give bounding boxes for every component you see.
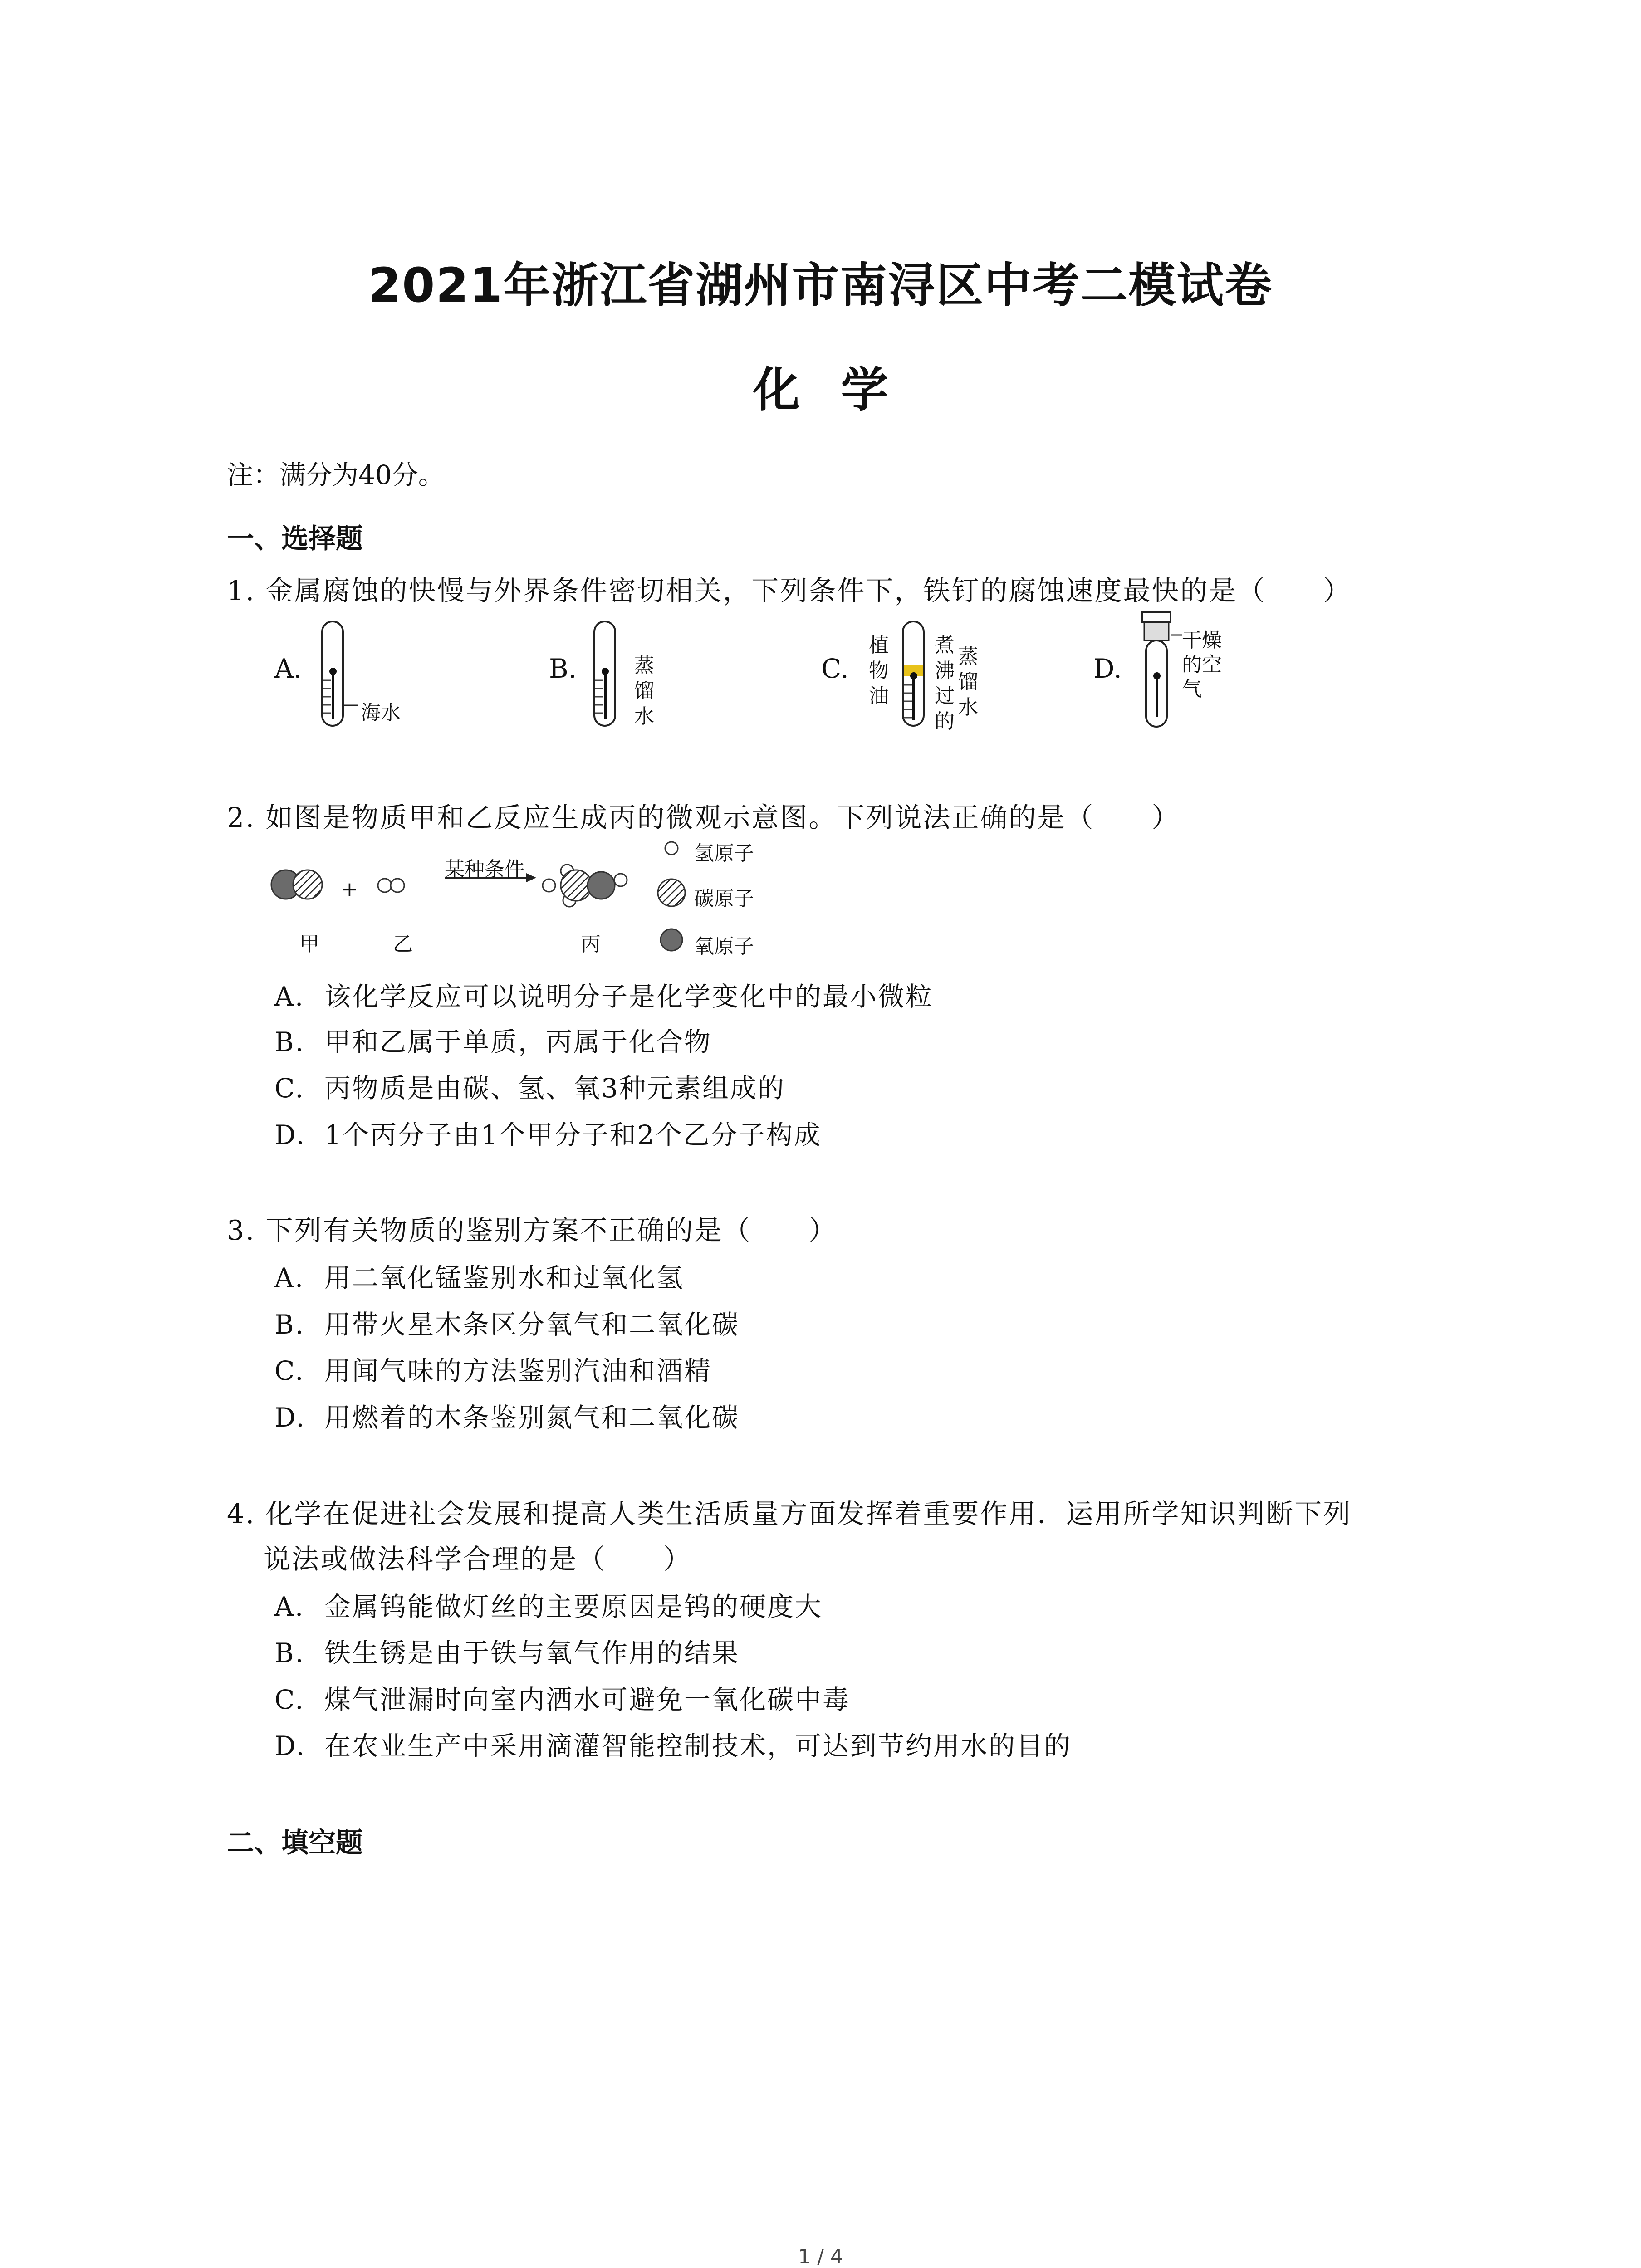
option-text: 用二氧化锰鉴别水和过氧化氢 — [324, 1262, 685, 1293]
option-text: 煤气泄漏时向室内洒水可避免一氧化碳中毒 — [324, 1684, 851, 1715]
jia-carbon-atom — [293, 870, 322, 899]
question-4-text-line2: 说法或做法科学合理的是（ ） — [263, 1544, 692, 1575]
q2-label-bing: 丙 — [581, 933, 601, 956]
option-text: 用带火星木条区分氧气和二氧化碳 — [324, 1309, 740, 1340]
option-text: 在农业生产中采用滴灌智能控制技术，可达到节约用水的目的 — [324, 1730, 1072, 1761]
option-label: A. — [274, 981, 305, 1012]
q4-option-c — [274, 1678, 850, 1716]
q2-option-b — [274, 1021, 712, 1059]
option-label: A. — [274, 1262, 305, 1293]
legend-hydrogen-label: 氢原子 — [694, 842, 754, 865]
option-text: 该化学反应可以说明分子是化学变化中的最小微粒 — [324, 981, 934, 1012]
q2-option-a — [274, 975, 933, 1013]
q4-option-d — [274, 1725, 1072, 1763]
q1-tube-d-air-label: 干燥的空气 — [1182, 629, 1222, 701]
option-label: C. — [274, 1355, 305, 1386]
option-label: D. — [274, 1402, 306, 1433]
option-label: B. — [274, 1637, 305, 1668]
legend-hydrogen-symbol — [665, 842, 678, 855]
option-label: C. — [274, 1073, 305, 1104]
q1-option-c-label: C. — [821, 653, 849, 684]
legend-carbon-symbol — [658, 879, 685, 906]
q1-tube-c-water-label-1: 煮沸过的 — [935, 634, 955, 733]
section-choice-title: 一、选择题 — [227, 523, 363, 555]
option-text: 用闻气味的方法鉴别汽油和酒精 — [324, 1355, 712, 1386]
q1-option-a-label: A. — [274, 653, 302, 684]
option-text: 1个丙分子由1个甲分子和2个乙分子构成 — [324, 1119, 822, 1150]
legend-oxygen-symbol — [661, 929, 682, 951]
bing-hydrogen-atom-4 — [614, 874, 627, 886]
score-note: 注：满分为40分。 — [227, 459, 445, 490]
q2-option-c — [274, 1067, 785, 1105]
exam-subject: 化学 — [753, 362, 929, 417]
option-text: 铁生锈是由于铁与氧气作用的结果 — [324, 1637, 740, 1668]
option-text: 甲和乙属于单质，丙属于化合物 — [324, 1026, 712, 1057]
q1-tube-b-figure — [585, 612, 640, 739]
q4-option-a — [274, 1585, 823, 1623]
option-label: D. — [274, 1730, 306, 1761]
reaction-arrow-head — [526, 873, 536, 882]
q1-tube-c-water-label-2: 蒸馏水 — [958, 645, 978, 719]
legend-carbon-label: 碳原子 — [694, 887, 754, 910]
option-text: 金属钨能做灯丝的主要原因是钨的硬度大 — [324, 1591, 823, 1622]
option-label: A. — [274, 1591, 305, 1622]
q2-label-jia: 甲 — [299, 933, 319, 956]
q1-tube-c-oil-label: 植物油 — [869, 634, 889, 708]
question-2-text: 2. 如图是物质甲和乙反应生成丙的微观示意图。下列说法正确的是（ ） — [227, 802, 1181, 834]
q4-option-b — [274, 1632, 740, 1670]
exam-title: 2021年浙江省湖州市南浔区中考二模试卷 — [368, 258, 1273, 313]
q1-tube-a-liquid: 海水 — [361, 701, 401, 724]
q3-option-c — [274, 1349, 712, 1388]
bing-hydrogen-atom-2 — [543, 879, 555, 892]
q3-option-b — [274, 1303, 740, 1341]
q3-option-d — [274, 1396, 740, 1434]
option-label: B. — [274, 1026, 305, 1057]
legend-oxygen-label: 氧原子 — [694, 935, 754, 958]
q2-label-yi: 乙 — [393, 933, 413, 956]
option-text: 用燃着的木条鉴别氮气和二氧化碳 — [324, 1402, 740, 1433]
q2-option-d — [274, 1114, 822, 1152]
bing-oxygen-atom — [588, 872, 615, 899]
question-3-text: 3. 下列有关物质的鉴别方案不正确的是（ ） — [227, 1215, 838, 1246]
option-label: D. — [274, 1119, 306, 1150]
page-number: 1 / 4 — [798, 2245, 843, 2268]
q2-reaction-condition: 某种条件 — [445, 858, 524, 881]
question-1-text: 1. 金属腐蚀的快慢与外界条件密切相关，下列条件下，铁钉的腐蚀速度最快的是（ ） — [227, 575, 1352, 607]
q1-tube-b-liquid: 蒸馏水 — [634, 654, 654, 728]
option-label: C. — [274, 1684, 305, 1715]
option-text: 丙物质是由碳、氢、氧3种元素组成的 — [324, 1073, 785, 1104]
section-fill-blank-title: 二、填空题 — [227, 1827, 363, 1859]
q1-option-b-label: B. — [549, 653, 577, 684]
question-4-text-line1: 4. 化学在促进社会发展和提高人类生活质量方面发挥着重要作用．运用所学知识判断下列 — [227, 1498, 1352, 1530]
option-label: B. — [274, 1309, 305, 1340]
q3-option-a — [274, 1256, 684, 1295]
q2-plus-sign: + — [341, 878, 358, 901]
q1-option-d-label: D. — [1093, 653, 1122, 684]
yi-hydrogen-atom-2 — [391, 879, 404, 892]
yi-hydrogen-atom-1 — [378, 879, 392, 892]
